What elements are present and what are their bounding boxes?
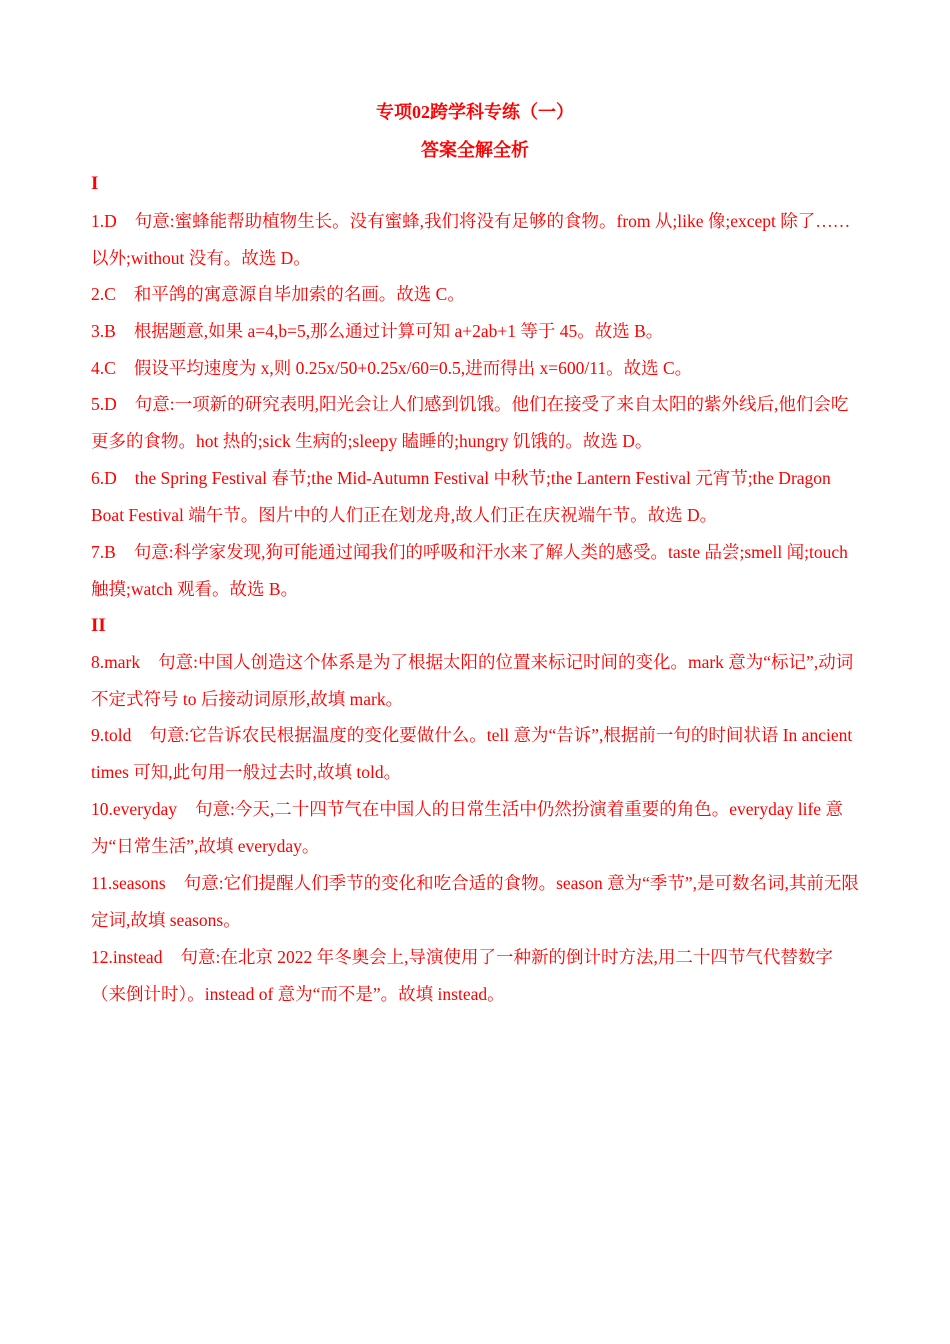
answer-item-4 [91, 350, 863, 387]
section-heading-2: II [91, 615, 106, 636]
answer-explanation: 假设平均速度为 x,则 0.25x/50+0.25x/60=0.5,进而得出 x=600/11。故选 C。 [133, 358, 693, 378]
answer-number: 6.D [91, 468, 117, 488]
answer-number: 10.everyday [91, 799, 178, 819]
answer-explanation: 句意:今天,二十四节气在中国人的日常生活中仍然扮演着重要的角色。everyday life 意为“日常生活”,故填 everyday。 [91, 799, 843, 856]
answer-item-10 [91, 791, 863, 865]
answer-number: 2.C [91, 284, 116, 304]
answer-number: 3.B [91, 321, 116, 341]
answer-explanation: 句意:蜜蜂能帮助植物生长。没有蜜蜂,我们将没有足够的食物。from 从;like 像;except 除了……以外;without 没有。故选 D。 [91, 211, 851, 268]
answer-explanation: 句意:它们提醒人们季节的变化和吃合适的食物。season 意为“季节”,是可数名词,其前无限定词,故填 seasons。 [91, 873, 859, 930]
answer-item-11 [91, 865, 863, 939]
answer-explanation: 和平鸽的寓意源自毕加索的名画。故选 C。 [133, 284, 465, 304]
answer-item-7 [91, 534, 863, 608]
answer-number: 7.B [91, 542, 116, 562]
answer-number: 12.instead [91, 947, 163, 967]
answer-item-5 [91, 386, 863, 460]
answer-number: 1.D [91, 211, 117, 231]
answer-item-3 [91, 313, 863, 350]
answer-item-12 [91, 939, 863, 1013]
page-title: 专项02跨学科专练（一） [376, 102, 574, 122]
answer-item-8 [91, 644, 863, 718]
answer-item-1 [91, 203, 863, 277]
answer-explanation: 句意:一项新的研究表明,阳光会让人们感到饥饿。他们在接受了来自太阳的紫外线后,他们会吃更多的食物。hot 热的;sick 生病的;sleepy 瞌睡的;hungry 饥饿的。故选 D。 [91, 394, 849, 451]
answer-explanation: the Spring Festival 春节;the Mid-Autumn Festival 中秋节;the Lantern Festival 元宵节;the Dragon Boat Festival 端午节。图片中的人们正在划龙舟,故人们正在庆祝端午节。故选 D。 [91, 468, 831, 525]
answer-number: 8.mark [91, 652, 141, 672]
answer-explanation: 根据题意,如果 a=4,b=5,那么通过计算可知 a+2ab+1 等于 45。故选 B。 [133, 321, 664, 341]
page-subtitle: 答案全解全析 [421, 140, 529, 160]
answer-explanation: 句意:科学家发现,狗可能通过闻我们的呼吸和汗水来了解人类的感受。taste 品尝;smell 闻;touch 触摸;watch 观看。故选 B。 [91, 542, 848, 599]
answer-item-9 [91, 717, 863, 791]
answer-number: 9.told [91, 725, 132, 745]
answer-explanation: 句意:中国人创造这个体系是为了根据太阳的位置来标记时间的变化。mark 意为“标记”,动词不定式符号 to 后接动词原形,故填 mark。 [91, 652, 854, 709]
answer-number: 4.C [91, 358, 116, 378]
answer-number: 11.seasons [91, 873, 166, 893]
answer-number: 5.D [91, 394, 117, 414]
answer-item-6 [91, 460, 863, 534]
answer-item-2 [91, 276, 863, 313]
answer-explanation: 句意:在北京 2022 年冬奥会上,导演使用了一种新的倒计时方法,用二十四节气代替数字（来倒计时）。instead of 意为“而不是”。故填 instead。 [91, 947, 833, 1004]
section-heading-1: I [91, 173, 99, 194]
answer-explanation: 句意:它告诉农民根据温度的变化要做什么。tell 意为“告诉”,根据前一句的时间状语 In ancient times 可知,此句用一般过去时,故填 told。 [91, 725, 853, 782]
